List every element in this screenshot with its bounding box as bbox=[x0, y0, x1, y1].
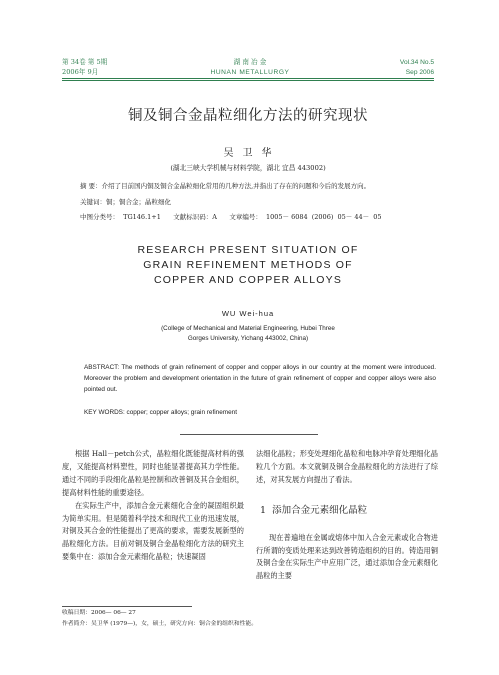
section-number: 1 bbox=[260, 504, 267, 516]
header-volume-cn: 第 34卷 第 5期 bbox=[62, 58, 108, 66]
keywords-en bbox=[84, 409, 436, 416]
section-heading bbox=[260, 505, 438, 518]
paper-title-en-line: RESEARCH PRESENT SITUATION OF bbox=[137, 244, 359, 256]
header-date-en: Sep 2006 bbox=[405, 69, 434, 76]
header-rule-thin bbox=[62, 80, 434, 81]
keywords-cn-label: 关键词： bbox=[80, 198, 106, 206]
keywords-cn bbox=[80, 197, 436, 208]
keywords-en-text: copper; copper alloys; grain refinement bbox=[126, 409, 237, 416]
body-paragraph: 现在普遍地在金属或熔体中加入合金元素或化合物进行所谓的变质处理来达到改善铸造组织的目的。铸造用铜及铜合金在实际生产中应用广泛，通过添加合金元素细化晶粒的主要 bbox=[256, 532, 438, 581]
section-divider bbox=[180, 434, 318, 435]
keywords-cn-text: 铜；铜合金；晶粒细化 bbox=[106, 198, 171, 206]
header-volume-en: Vol.34 No.5 bbox=[399, 59, 434, 66]
affiliation-en-line: (College of Mechanical and Material Engineering, Hubei Three bbox=[161, 325, 335, 332]
footnote-rule bbox=[62, 606, 192, 607]
paper-title-en-line: GRAIN REFINEMENT METHODS OF bbox=[143, 259, 353, 271]
paper-title-en bbox=[62, 243, 434, 288]
header-rule bbox=[62, 78, 434, 79]
paper-title-cn: 铜及铜合金晶粒细化方法的研究现状 bbox=[128, 108, 368, 124]
abstract-cn bbox=[80, 181, 436, 192]
affiliation-en-line: Gorges University, Yichang 443002, China) bbox=[187, 335, 309, 342]
affiliation-cn: (湖北三峡大学机械与材料学院，湖北 宜昌 443002) bbox=[170, 164, 326, 172]
abstract-en bbox=[84, 362, 436, 395]
body-paragraph: 法细化晶粒；形变处理细化晶粒和电脉冲孕育处理细化晶粒几个方面。本文就铜及铜合金晶粒细化的方法进行了综述，对其发展方向提出了看法。 bbox=[256, 449, 438, 484]
footnote-bio: 作者简介：吴卫华 (1979—)，女，硕士，研究方向：铜合金的组织和性能。 bbox=[62, 621, 258, 627]
affiliation-en bbox=[62, 324, 434, 344]
abstract-en-label: ABSTRACT: bbox=[84, 364, 120, 371]
body-paragraph: 根据 Hall－petch公式，晶粒细化既能提高材料的强度，又能提高材料塑性，同时也能显著提高其力学性能。通过不同的手段细化晶粒是控制和改善铜及其合金组织，提高材料性能的重要途径。 bbox=[62, 449, 244, 497]
author-cn: 吴卫华 bbox=[223, 148, 281, 159]
abstract-cn-text: 介绍了目前国内铜及铜合金晶粒细化常用的几种方法,并指出了存在的问题和今后的发展方向。 bbox=[101, 182, 371, 190]
header-date-cn: 2006年 9月 bbox=[62, 68, 99, 76]
header-journal-cn: 湖 南 冶 金 bbox=[233, 58, 267, 66]
author-en: WU Wei-hua bbox=[221, 309, 275, 318]
paper-title-en-line: COPPER AND COPPER ALLOYS bbox=[153, 274, 343, 286]
abstract-en-text: The methods of grain refinement of copper and copper alloys in our country at the moment were introduced. Moreover the problem and development orientation in the future of grain refinement of copper and copper alloys were also pointed out. bbox=[84, 364, 436, 393]
abstract-cn-label: 摘 要： bbox=[80, 182, 102, 190]
header-journal-en: HUNAN METALLURGY bbox=[210, 69, 290, 76]
section-title: 添加合金元素细化晶粒 bbox=[272, 504, 368, 516]
classification-cn: 中图分类号： TG146.1+1 文献标识码：A 文章编号： 1005－ 6084 (2006) 05－ 44－ 05 bbox=[80, 213, 382, 221]
body-left-column bbox=[62, 448, 244, 564]
body-right-column bbox=[256, 448, 438, 583]
body-paragraph: 在实际生产中，添加合金元素细化合金的凝固组织最为简单实用。但是随着科学技术和现代工业的迅速发展，对铜及其合金的性能提出了更高的要求，需要发展新型的晶粒细化方法。目前对铜及铜合金晶粒细化方法的研究主要集中在：添加合金元素细化晶粒；快速凝固 bbox=[62, 500, 244, 562]
footnote-received: 收稿日期：2006— 06— 27 bbox=[62, 610, 136, 616]
keywords-en-label: KEY WORDS: bbox=[84, 409, 125, 416]
